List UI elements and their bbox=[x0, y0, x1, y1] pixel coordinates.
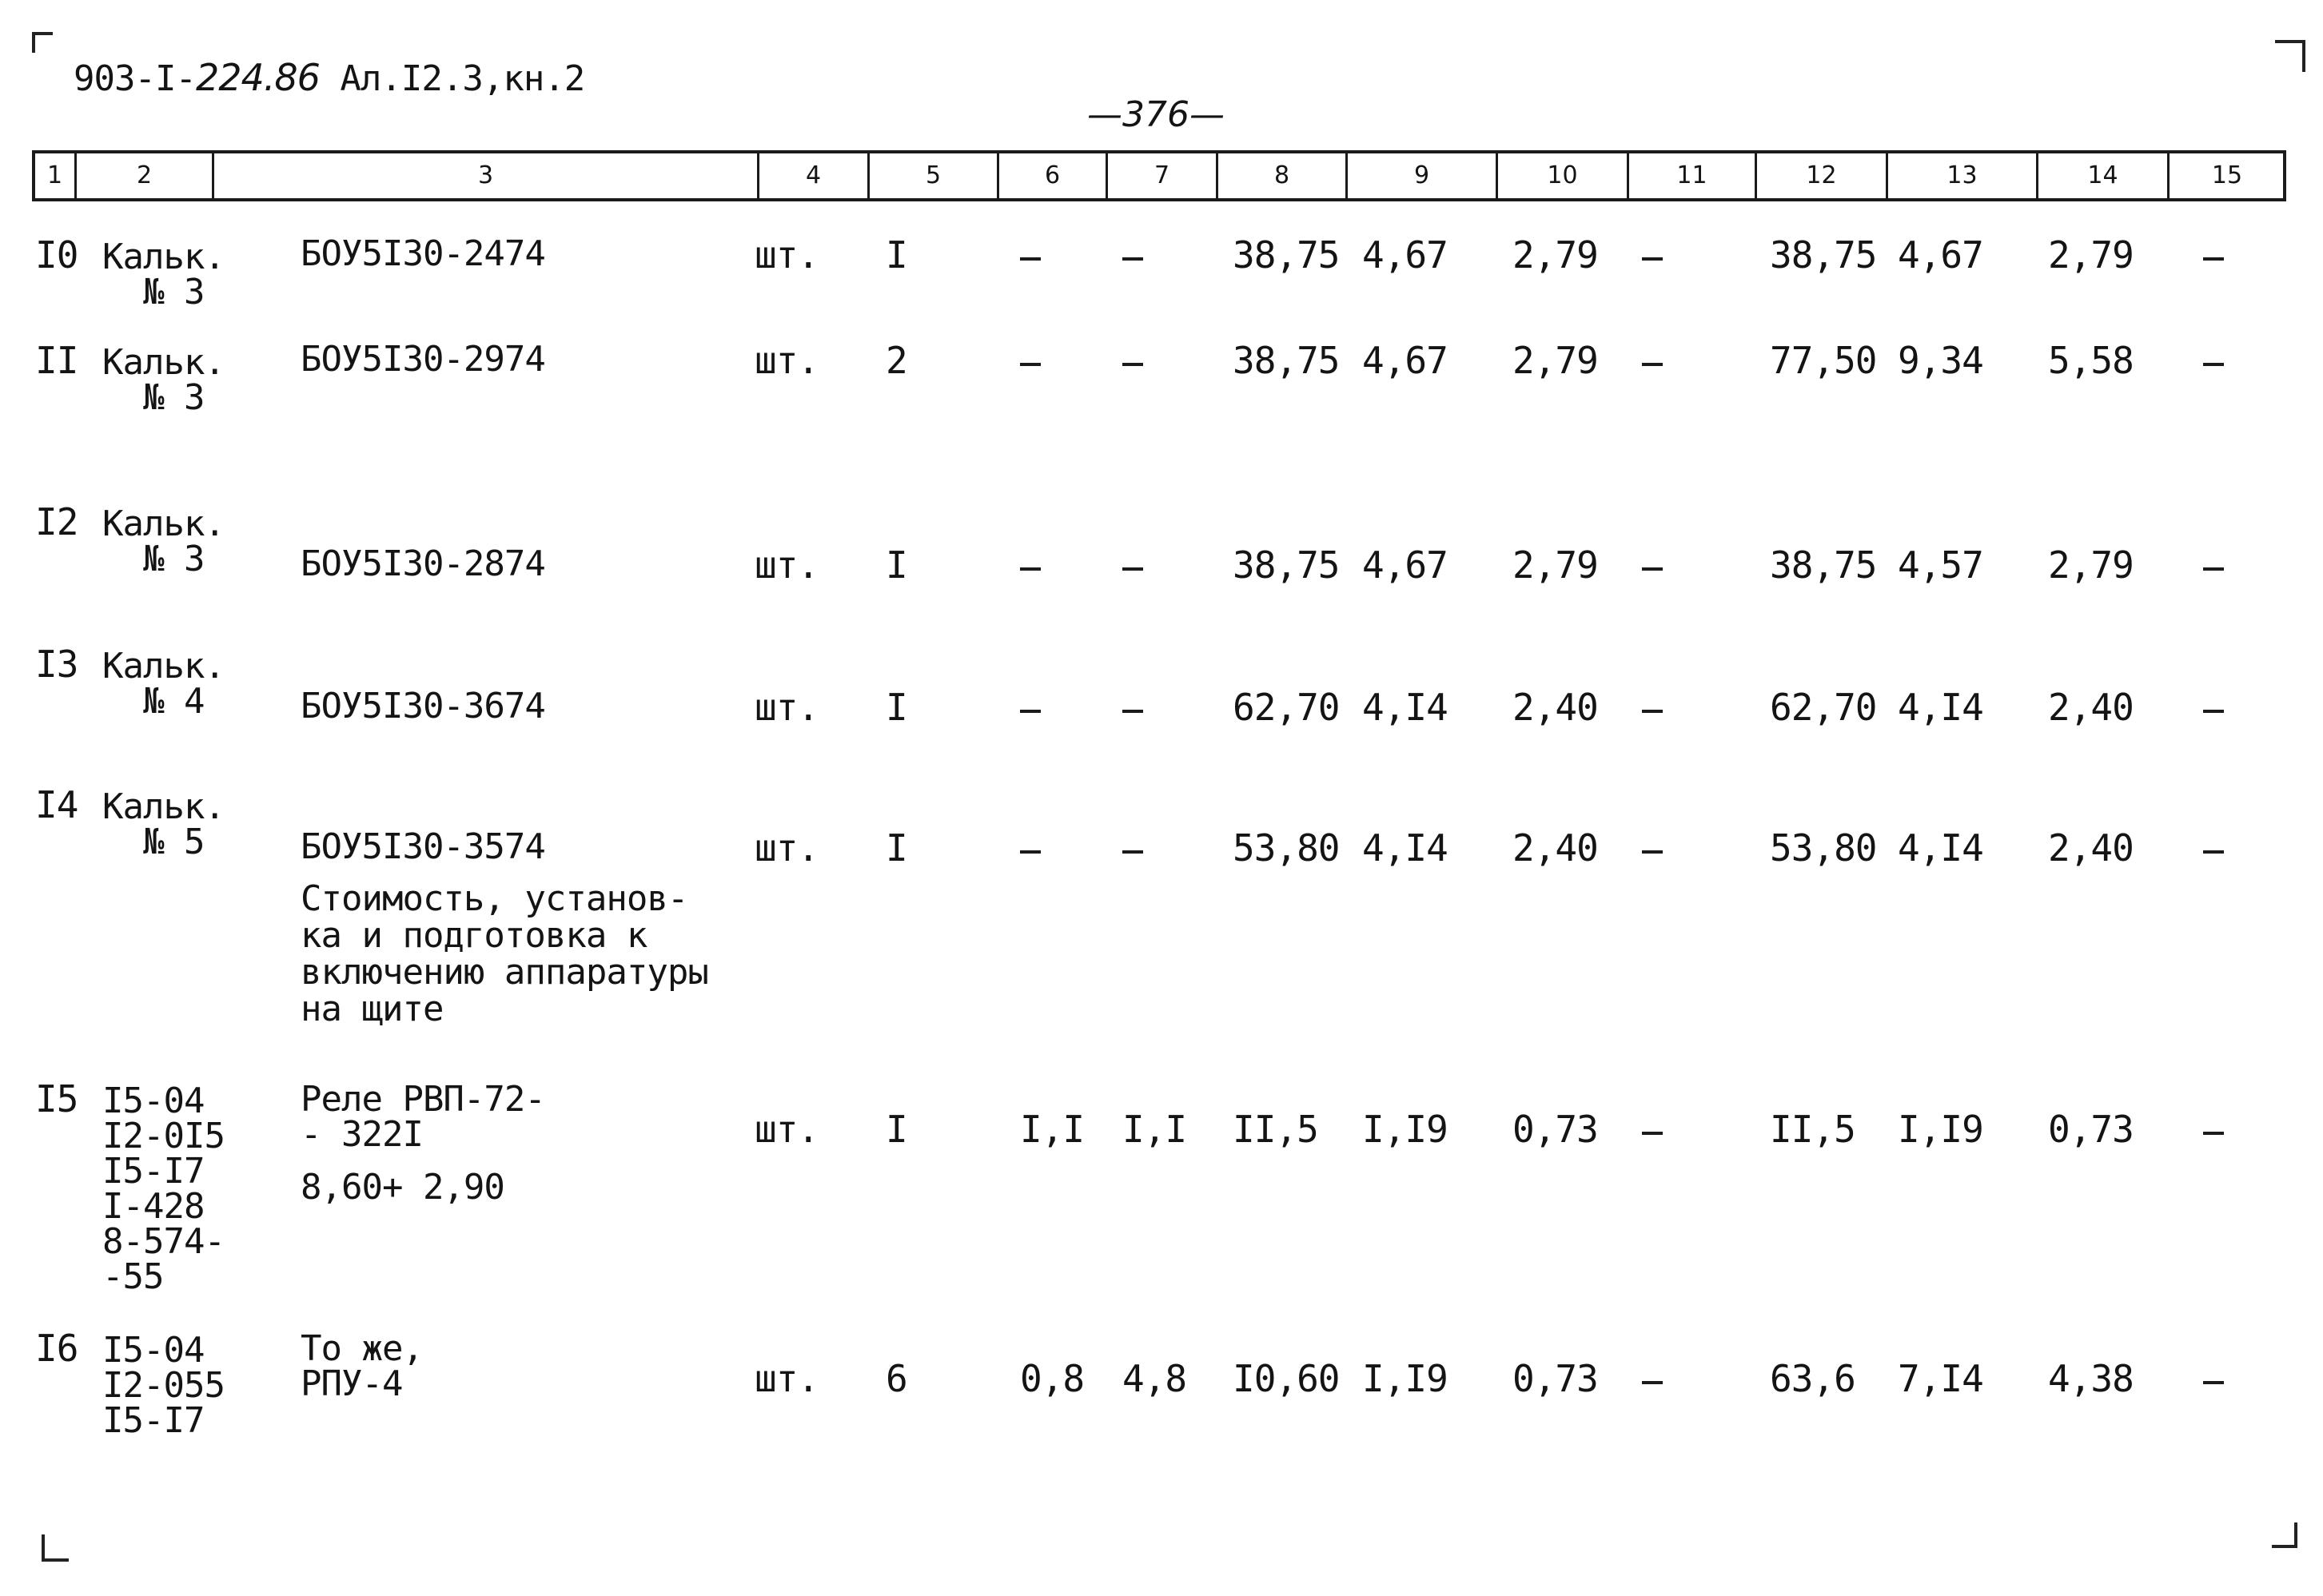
empty-dash-c6 bbox=[1020, 257, 1041, 261]
row-cell-c13: 4,I4 bbox=[1898, 826, 1983, 870]
col-header-14: 14 bbox=[2038, 153, 2170, 198]
col-header-2: 2 bbox=[77, 153, 214, 198]
col-header-5: 5 bbox=[870, 153, 999, 198]
row-cell-unit: шт. bbox=[755, 826, 819, 870]
row-cell-c10: 2,79 bbox=[1512, 543, 1598, 587]
row-cell-unit: шт. bbox=[755, 1357, 819, 1400]
row-cell-unit: шт. bbox=[755, 233, 819, 277]
col-header-15: 15 bbox=[2211, 161, 2243, 189]
row-cell-c8: 38,75 bbox=[1233, 233, 1340, 277]
row-cell-c10: 2,40 bbox=[1512, 826, 1598, 870]
row-number: II bbox=[35, 339, 78, 382]
row-reference: Кальк. № 3 bbox=[102, 342, 225, 418]
col-header-11: 11 bbox=[1629, 153, 1757, 198]
row-cell-c8: 38,75 bbox=[1233, 339, 1340, 382]
col-header-10: 10 bbox=[1498, 153, 1629, 198]
col-header-3: 3 bbox=[214, 153, 759, 198]
row-cell-c9: 4,67 bbox=[1362, 339, 1448, 382]
row-cell-c12: 53,80 bbox=[1770, 826, 1877, 870]
row-cell-c10: 0,73 bbox=[1512, 1357, 1598, 1400]
row-number: I5 bbox=[35, 1077, 78, 1120]
row-cell-c9: 4,I4 bbox=[1362, 686, 1448, 729]
row-item-formula: 8,60+ 2,90 bbox=[301, 1167, 504, 1208]
doc-code-typed: 903-I- bbox=[74, 58, 196, 99]
row-cell-c10: 2,40 bbox=[1512, 686, 1598, 729]
empty-dash-c15 bbox=[2203, 567, 2224, 571]
empty-dash-c11 bbox=[1642, 567, 1663, 571]
row-cell-c6: I,I bbox=[1020, 1108, 1085, 1151]
row-cell-unit: шт. bbox=[755, 1108, 819, 1151]
empty-dash-c11 bbox=[1642, 1381, 1663, 1384]
empty-dash-c6 bbox=[1020, 850, 1041, 854]
row-cell-c9: 4,67 bbox=[1362, 543, 1448, 587]
row-cell-qty: I bbox=[886, 1108, 907, 1151]
row-item-name: БОУ5I30-3674 bbox=[301, 686, 545, 726]
row-number: I4 bbox=[35, 783, 78, 826]
col-header-8: 8 bbox=[1218, 153, 1348, 198]
empty-dash-c11 bbox=[1642, 1132, 1663, 1135]
empty-dash-c11 bbox=[1642, 363, 1663, 366]
empty-dash-c15 bbox=[2203, 710, 2224, 713]
row-cell-c9: 4,67 bbox=[1362, 233, 1448, 277]
empty-dash-c15 bbox=[2203, 1381, 2224, 1384]
row-cell-c10: 2,79 bbox=[1512, 233, 1598, 277]
row-reference: Кальк. № 3 bbox=[102, 237, 225, 312]
row-item-name: БОУ5I30-2874 bbox=[301, 543, 545, 584]
row-number: I3 bbox=[35, 643, 78, 686]
row-number: I2 bbox=[35, 500, 78, 543]
empty-dash-c15 bbox=[2203, 257, 2224, 261]
col-header-1: 1 bbox=[35, 153, 77, 198]
row-cell-c8: 62,70 bbox=[1233, 686, 1340, 729]
empty-dash-c15 bbox=[2203, 363, 2224, 366]
row-cell-qty: I bbox=[886, 686, 907, 729]
row-cell-c13: 4,I4 bbox=[1898, 686, 1983, 729]
empty-dash-c11 bbox=[1642, 850, 1663, 854]
column-header-row bbox=[32, 150, 2286, 201]
frame-corner-top-right bbox=[2275, 40, 2305, 72]
col-header-7: 7 bbox=[1108, 153, 1218, 198]
row-cell-c7: I,I bbox=[1122, 1108, 1187, 1151]
row-cell-qty: I bbox=[886, 826, 907, 870]
page-number: —376— bbox=[1087, 94, 1225, 135]
empty-dash-c6 bbox=[1020, 710, 1041, 713]
col-header-4: 4 bbox=[759, 153, 870, 198]
row-reference: Кальк. № 4 bbox=[102, 646, 225, 722]
row-reference: Кальк. № 3 bbox=[102, 503, 225, 579]
row-cell-c12: 62,70 bbox=[1770, 686, 1877, 729]
row-cell-c9: I,I9 bbox=[1362, 1108, 1448, 1151]
col-header-9: 9 bbox=[1348, 153, 1498, 198]
row-cell-c14: 2,40 bbox=[2048, 686, 2134, 729]
row-cell-unit: шт. bbox=[755, 543, 819, 587]
empty-dash-c7 bbox=[1122, 710, 1143, 713]
row-cell-c14: 2,40 bbox=[2048, 826, 2134, 870]
row-item-name: Реле РВП-72- - 322I bbox=[301, 1079, 545, 1155]
row-cell-c14: 2,79 bbox=[2048, 543, 2134, 587]
row-cell-c6: 0,8 bbox=[1020, 1357, 1085, 1400]
row-cell-c12: 38,75 bbox=[1770, 233, 1877, 277]
row-item-name: То же, РПУ-4 bbox=[301, 1328, 423, 1404]
doc-code-suffix: Ал.I2.3,кн.2 bbox=[319, 58, 585, 99]
row-cell-c8: 38,75 bbox=[1233, 543, 1340, 587]
row-cell-c8: I0,60 bbox=[1233, 1357, 1340, 1400]
row-number: I6 bbox=[35, 1327, 78, 1370]
row-item-name: БОУ5I30-3574 bbox=[301, 826, 545, 867]
col-header-13: 13 bbox=[1888, 153, 2038, 198]
row-cell-qty: I bbox=[886, 233, 907, 277]
row-cell-c10: 0,73 bbox=[1512, 1108, 1598, 1151]
col-header-12: 12 bbox=[1757, 153, 1888, 198]
row-cell-c9: 4,I4 bbox=[1362, 826, 1448, 870]
row-cell-c13: 7,I4 bbox=[1898, 1357, 1983, 1400]
row-number: I0 bbox=[35, 233, 78, 277]
row-cell-c12: II,5 bbox=[1770, 1108, 1855, 1151]
row-cell-c14: 2,79 bbox=[2048, 233, 2134, 277]
row-cell-c13: 4,67 bbox=[1898, 233, 1983, 277]
row-cell-c12: 63,6 bbox=[1770, 1357, 1855, 1400]
row-cell-qty: I bbox=[886, 543, 907, 587]
frame-corner-bottom-right bbox=[2272, 1522, 2297, 1548]
row-cell-c14: 0,73 bbox=[2048, 1108, 2134, 1151]
row-cell-c8: 53,80 bbox=[1233, 826, 1340, 870]
row-reference: I5-04 I2-055 I5-I7 bbox=[102, 1330, 225, 1441]
empty-dash-c7 bbox=[1122, 257, 1143, 261]
section-note: Стоимость, установ- ка и подготовка к включению аппаратуры на щите bbox=[301, 878, 708, 1029]
frame-corner-top-left bbox=[32, 32, 53, 53]
empty-dash-c7 bbox=[1122, 850, 1143, 854]
row-cell-c9: I,I9 bbox=[1362, 1357, 1448, 1400]
frame-corner-bottom-left bbox=[42, 1534, 69, 1562]
row-cell-c8: II,5 bbox=[1233, 1108, 1318, 1151]
row-cell-unit: шт. bbox=[755, 339, 819, 382]
document-code bbox=[74, 56, 584, 99]
row-cell-c14: 5,58 bbox=[2048, 339, 2134, 382]
row-cell-c13: 4,57 bbox=[1898, 543, 1983, 587]
row-cell-c12: 38,75 bbox=[1770, 543, 1877, 587]
row-cell-c13: I,I9 bbox=[1898, 1108, 1983, 1151]
empty-dash-c11 bbox=[1642, 710, 1663, 713]
row-cell-qty: 2 bbox=[886, 339, 907, 382]
row-item-name: БОУ5I30-2974 bbox=[301, 339, 545, 380]
row-cell-c12: 77,50 bbox=[1770, 339, 1877, 382]
empty-dash-c6 bbox=[1020, 363, 1041, 366]
row-cell-c7: 4,8 bbox=[1122, 1357, 1187, 1400]
row-cell-qty: 6 bbox=[886, 1357, 907, 1400]
empty-dash-c15 bbox=[2203, 850, 2224, 854]
row-reference: I5-04 I2-0I5 I5-I7 I-428 8-574- -55 bbox=[102, 1081, 225, 1297]
row-item-name: БОУ5I30-2474 bbox=[301, 233, 545, 274]
doc-code-handwritten: 224.86 bbox=[195, 56, 320, 99]
empty-dash-c7 bbox=[1122, 567, 1143, 571]
empty-dash-c15 bbox=[2203, 1132, 2224, 1135]
row-cell-unit: шт. bbox=[755, 686, 819, 729]
row-cell-c10: 2,79 bbox=[1512, 339, 1598, 382]
row-reference: Кальк. № 5 bbox=[102, 786, 225, 862]
col-header-6: 6 bbox=[999, 153, 1108, 198]
row-cell-c14: 4,38 bbox=[2048, 1357, 2134, 1400]
empty-dash-c7 bbox=[1122, 363, 1143, 366]
empty-dash-c6 bbox=[1020, 567, 1041, 571]
row-cell-c13: 9,34 bbox=[1898, 339, 1983, 382]
empty-dash-c11 bbox=[1642, 257, 1663, 261]
